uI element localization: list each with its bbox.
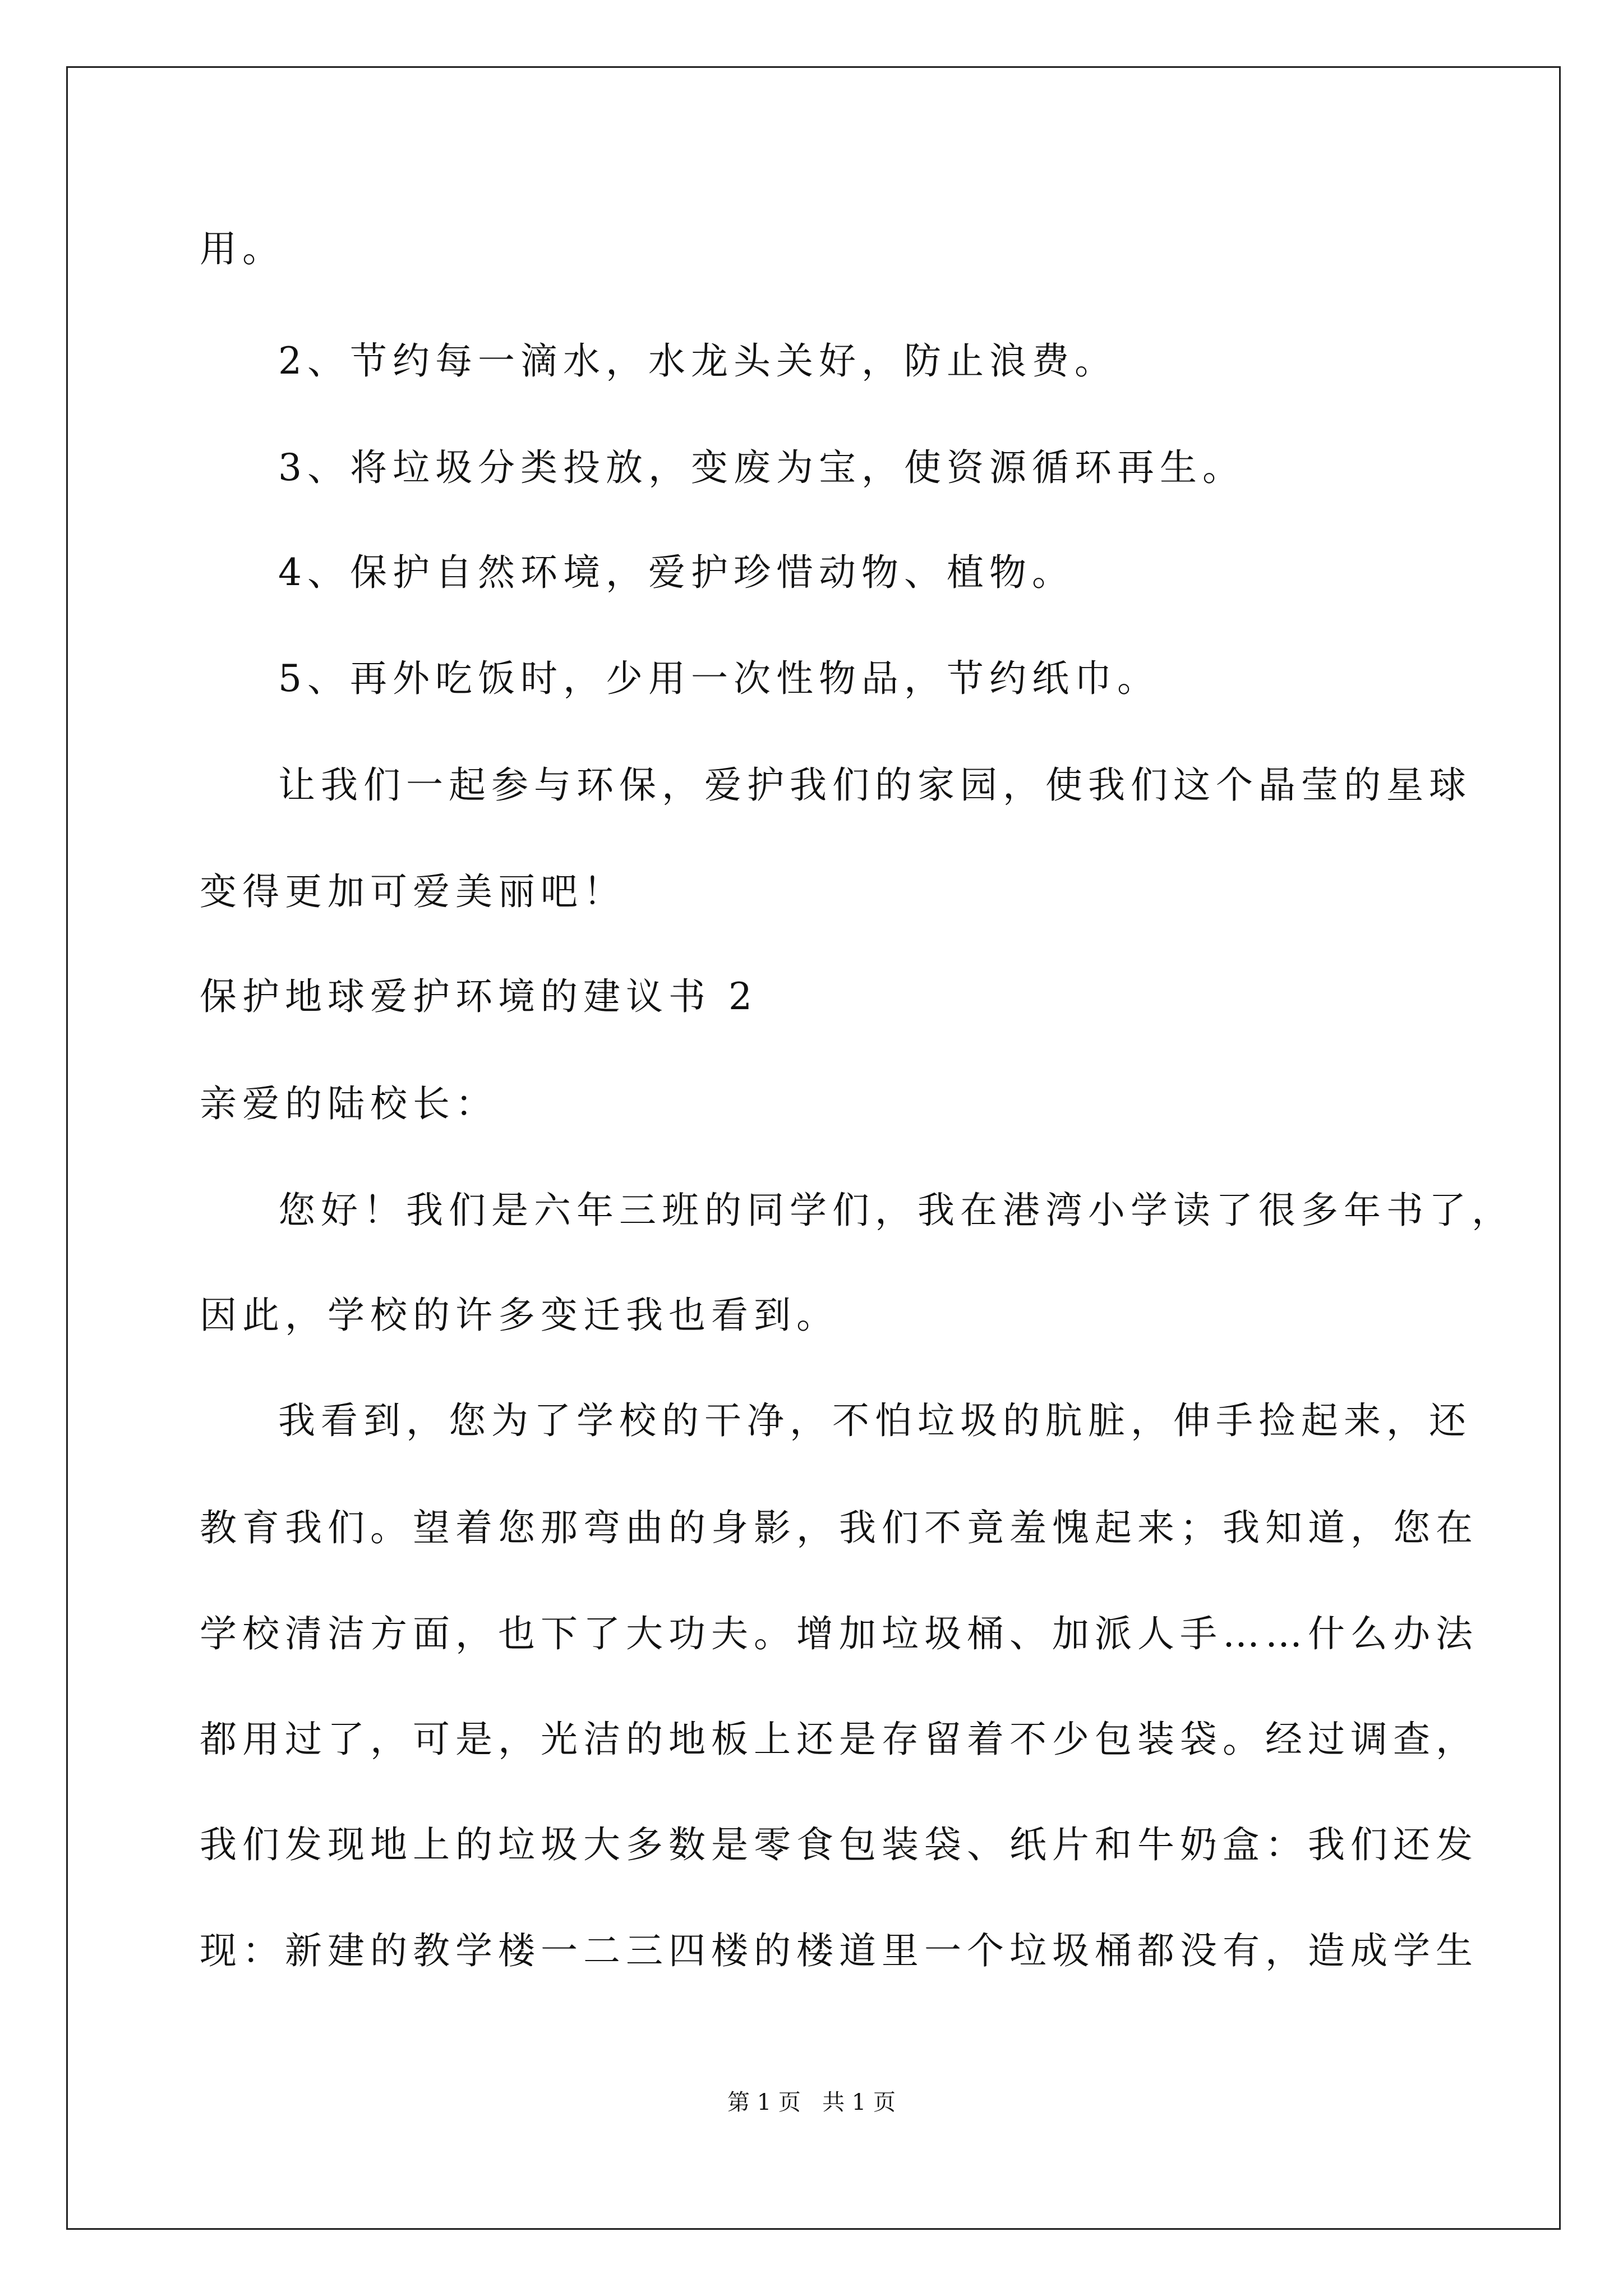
paragraph-line: 让我们一起参与环保，爱护我们的家园，使我们这个晶莹的星球 xyxy=(278,763,1472,807)
page-border xyxy=(66,66,1561,2230)
paragraph-line: 教育我们。望着您那弯曲的身影，我们不竟羞愧起来；我知道，您在 xyxy=(200,1506,1478,1549)
list-item: 3、将垃圾分类投放，变废为宝，使资源循环再生。 xyxy=(278,446,1245,489)
list-item: 2、节约每一滴水，水龙头关好，防止浪费。 xyxy=(278,339,1117,383)
paragraph-line: 都用过了，可是，光洁的地板上还是存留着不少包装袋。经过调查， xyxy=(200,1718,1478,1761)
salutation: 亲爱的陆校长： xyxy=(200,1082,498,1125)
paragraph-line: 因此，学校的许多变迁我也看到。 xyxy=(200,1294,839,1337)
list-item: 4、保护自然环境，爱护珍惜动物、植物。 xyxy=(278,551,1075,594)
paragraph-line: 学校清洁方面，也下了大功夫。增加垃圾桶、加派人手……什么办法 xyxy=(200,1612,1478,1655)
section-title: 保护地球爱护环境的建议书 2 xyxy=(200,975,758,1018)
paragraph-line: 变得更加可爱美丽吧！ xyxy=(200,870,626,913)
paragraph-line: 我看到，您为了学校的干净，不怕垃圾的肮脏，伸手捡起来，还 xyxy=(278,1399,1472,1442)
paragraph-line: 我们发现地上的垃圾大多数是零食包装袋、纸片和牛奶盒：我们还发 xyxy=(200,1823,1478,1866)
page-footer: 第 1 页 共 1 页 xyxy=(727,2090,896,2115)
text-line: 用。 xyxy=(200,227,285,270)
paragraph-line: 您好！我们是六年三班的同学们，我在港湾小学读了很多年书了， xyxy=(278,1189,1514,1232)
list-item: 5、再外吃饭时，少用一次性物品，节约纸巾。 xyxy=(278,657,1160,700)
paragraph-line: 现：新建的教学楼一二三四楼的楼道里一个垃圾桶都没有，造成学生 xyxy=(200,1929,1478,1972)
